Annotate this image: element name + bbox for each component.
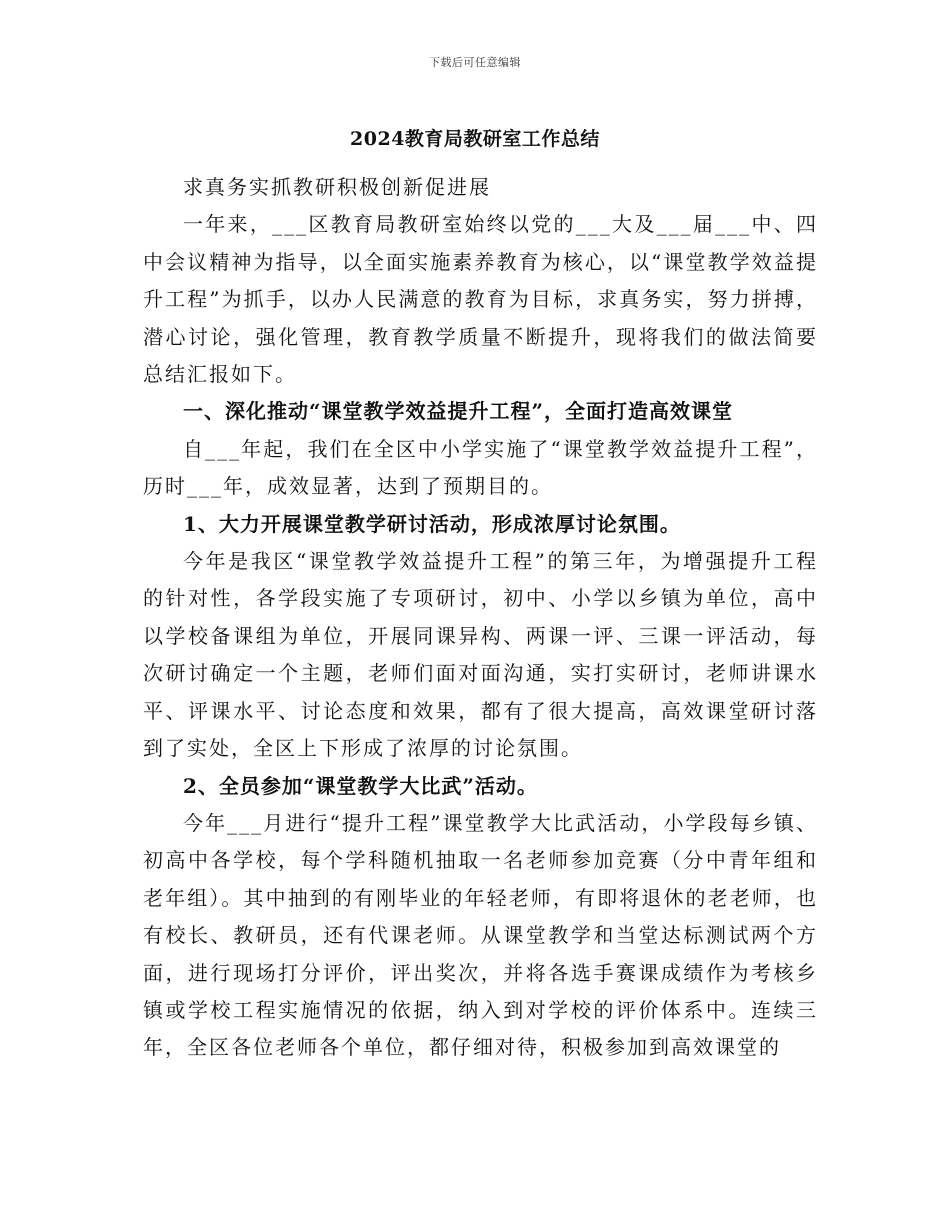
body-paragraph: 今年是我区“课堂教学效益提升工程”的第三年，为增强提升工程的针对性，各学段实施了专项研讨，初中、小学以乡镇为单位，高中以学校备课组为单位，开展同课异构、两课一评、三课一评活动，每次研讨确定一个主题，老师们面对面沟通，实打实研讨，老师讲课水平、评课水平、讨论态度和效果，都有了很大提高，高效课堂研讨落到了实处，全区上下形成了浓厚的讨论氛围。 xyxy=(143,549,818,761)
subsection-heading: 1、大力开展课堂教学研讨活动，形成浓厚讨论氛围。 xyxy=(183,511,681,536)
subsection-heading: 2、全员参加“课堂教学大比武”活动。 xyxy=(183,773,538,798)
document-title: 2024教育局教研室工作总结 xyxy=(350,128,600,150)
body-paragraph: 一年来，___区教育局教研室始终以党的___大及___届___中、四中会议精神为指导，以全面实施素养教育为核心，以“课堂教学效益提升工程”为抓手，以办人民满意的教育为目标，求真务实，努力拼搏，潜心讨论，强化管理，教育教学质量不断提升，现将我们的做法简要总结汇报如下。 xyxy=(143,212,818,387)
section-heading: 一、深化推动“课堂教学效益提升工程”，全面打造高效课堂 xyxy=(183,399,734,424)
header-note: 下载后可任意编辑 xyxy=(429,56,521,69)
document-subtitle: 求真务实抓教研积极创新促进展 xyxy=(183,175,491,199)
body-paragraph: 今年___月进行“提升工程”课堂教学大比武活动，小学段每乡镇、初高中各学校，每个学科随机抽取一名老师参加竞赛（分中青年组和老年组）。其中抽到的有刚毕业的年轻老师，有即将退休的老老师，也有校长、教研员，还有代课老师。从课堂教学和当堂达标测试两个方面，进行现场打分评价，评出奖次，并将各选手赛课成绩作为考核乡镇或学校工程实施情况的依据，纳入到对学校的评价体系中。连续三年，全区各位老师各个单位，都仔细对待，积极参加到高效课堂的 xyxy=(143,810,818,1060)
body-paragraph: 自___年起，我们在全区中小学实施了“课堂教学效益提升工程”，历时___年，成效显著，达到了预期目的。 xyxy=(143,436,818,499)
document-body xyxy=(143,169,818,1067)
